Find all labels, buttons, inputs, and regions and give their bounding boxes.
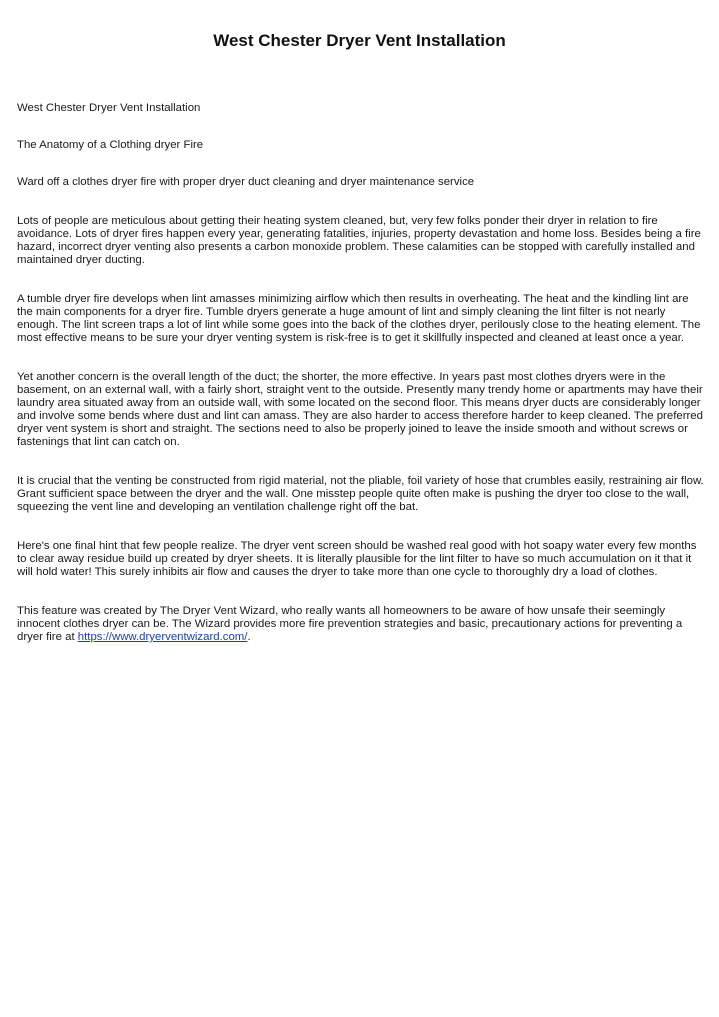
paragraph-closing — [17, 605, 705, 644]
page-title: West Chester Dryer Vent Installation — [213, 31, 506, 50]
paragraph-body: Here's one final hint that few people realize. The dryer vent screen should be washed real good with hot soapy water every few months to clear away residue build up created by dryer sheets. It is literally plausible for the lint filter to have so much accumulation on it that it will hold water! This surely inhibits air flow and causes the dryer to take more than one cycle to thoroughly dry a load of clothes. — [17, 540, 697, 578]
paragraph-body: Yet another concern is the overall length of the duct; the shorter, the more effective. In years past most clothes dryers were in the basement, on an external wall, with a fairly short, straight vent to the outside. Presently many trendy home or apartments may have their laundry area situated away from an outside wall, with some located on the second floor. This means dryer ducts are considerably longer and involve some bends where dust and lint can amass. They are also harder to access therefore harder to keep cleaned. The preferred dryer vent system is short and straight. The sections need to also be properly joined to leave the inside smooth and without screws or fastenings that lint can catch on. — [17, 371, 703, 448]
closing-period: . — [247, 631, 251, 643]
closing-text: This feature was created by The Dryer Vent Wizard, who really wants all homeowners to be aware of how unsafe their seemingly innocent clothes dryer can be. The Wizard provides more fire prevention strategies and basic, precautionary actions for preventing a dryer fire at — [17, 605, 683, 643]
paragraph-body: It is crucial that the venting be constructed from rigid material, not the pliable, foil variety of hose that crumbles easily, restraining air flow. Grant sufficient space between the dryer and the wall. One misstep people quite often make is pushing the dryer too close to the wall, squeezing the vent line and developing an ventilation challenge right off the bat. — [17, 475, 704, 513]
paragraph-subheading: The Anatomy of a Clothing dryer Fire — [17, 139, 204, 151]
paragraph-body: Lots of people are meticulous about getting their heating system cleaned, but, very few folks ponder their dryer in relation to fire avoidance. Lots of dryer fires happen every year, generating fatalities, injuries, property devastation and home loss. Besides being a fire hazard, incorrect dryer venting also presents a carbon monoxide problem. These calamities can be stopped with carefully installed and maintained dryer ducting. — [17, 215, 701, 266]
paragraph-body: A tumble dryer fire develops when lint amasses minimizing airflow which then results in overheating. The heat and the kindling lint are the main components for a dryer fire. Tumble dryers generate a huge amount of lint and simply cleaning the lint filter is not nearly enough. The lint screen traps a lot of lint while some goes into the back of the clothes dryer, perilously close to the heating element. The most effective means to be sure your dryer venting system is risk-free is to get it skillfully inspected and cleaned at least once a year. — [17, 293, 701, 344]
paragraph-heading: West Chester Dryer Vent Installation — [17, 102, 201, 114]
document-body — [17, 102, 705, 663]
website-link[interactable]: https://www.dryerventwizard.com/ — [77, 631, 248, 643]
paragraph-intro: Ward off a clothes dryer fire with proper dryer duct cleaning and dryer maintenance service — [17, 176, 475, 188]
